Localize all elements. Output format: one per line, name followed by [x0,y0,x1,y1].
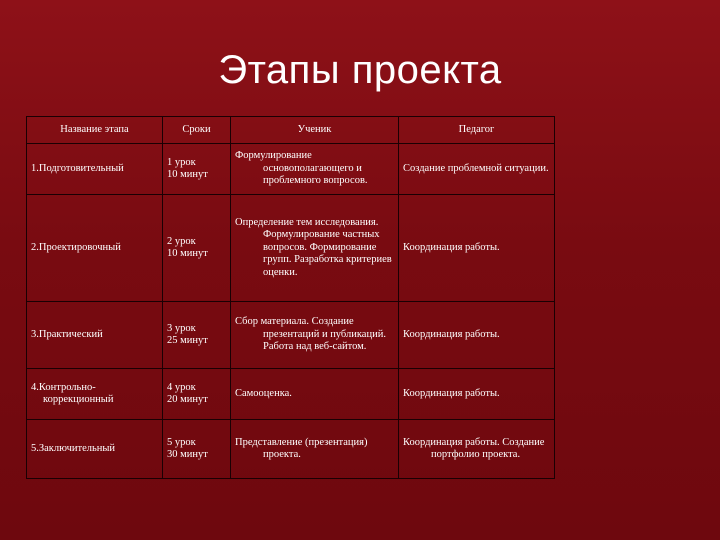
teacher-text: Координация работы. [403,387,500,399]
teacher-cell [399,420,555,479]
table-header-row [27,117,555,144]
student-text: Определение тем исследования. Формулирование частных вопросов. Формирование групп. Разработка критериев оценки. [235,216,392,278]
stage-text-line2: коррекционный [43,394,114,405]
table-row [27,420,555,479]
teacher-cell [399,195,555,302]
table-row [27,144,555,195]
stage-cell: 5.Заключительный [27,420,163,479]
time-lessons: 5 урок [167,436,196,448]
time-cell [163,144,231,195]
time-cell [163,302,231,369]
table-row [27,195,555,302]
header-teacher: Педагог [399,117,555,144]
student-text: Сбор материала. Создание презентаций и публикаций. Работа над веб-сайтом. [235,316,386,353]
time-cell [163,195,231,302]
time-minutes: 25 минут [167,335,208,346]
teacher-cell [399,369,555,420]
student-text: Самооценка. [235,387,292,399]
stage-cell [27,369,163,420]
header-stage: Название этапа [27,117,163,144]
table-row [27,369,555,420]
slide-title: Этапы проекта [218,48,502,92]
time-lessons: 3 урок [167,322,196,334]
time-lessons: 2 урок [167,235,196,247]
teacher-text: Координация работы. [403,328,500,340]
time-lessons: 4 урок [167,381,196,393]
student-text: Представление (презентация) проекта. [235,436,368,460]
student-cell [231,369,399,420]
stage-cell: 1.Подготовительный [27,144,163,195]
student-cell [231,195,399,302]
stage-cell: 3.Практический [27,302,163,369]
student-text: Формулирование основополагающего и проблемного вопросов. [235,150,368,187]
student-cell [231,420,399,479]
teacher-text: Координация работы. Создание портфолио проекта. [403,436,545,460]
header-time: Сроки [163,117,231,144]
time-minutes: 10 минут [167,169,208,180]
time-minutes: 20 минут [167,394,208,405]
stage-cell: 2.Проектировочный [27,195,163,302]
time-cell [163,420,231,479]
student-cell [231,302,399,369]
student-cell [231,144,399,195]
teacher-cell [399,302,555,369]
header-student: Ученик [231,117,399,144]
teacher-text: Координация работы. [403,241,500,253]
table-row [27,302,555,369]
teacher-cell [399,144,555,195]
time-lessons: 1 урок [167,156,196,168]
time-minutes: 30 минут [167,449,208,460]
time-cell [163,369,231,420]
teacher-text: Создание проблемной ситуации. [403,162,549,174]
project-stages-table [26,116,555,479]
time-minutes: 10 минут [167,248,208,259]
stage-text-line1: 4.Контрольно- [31,381,96,393]
